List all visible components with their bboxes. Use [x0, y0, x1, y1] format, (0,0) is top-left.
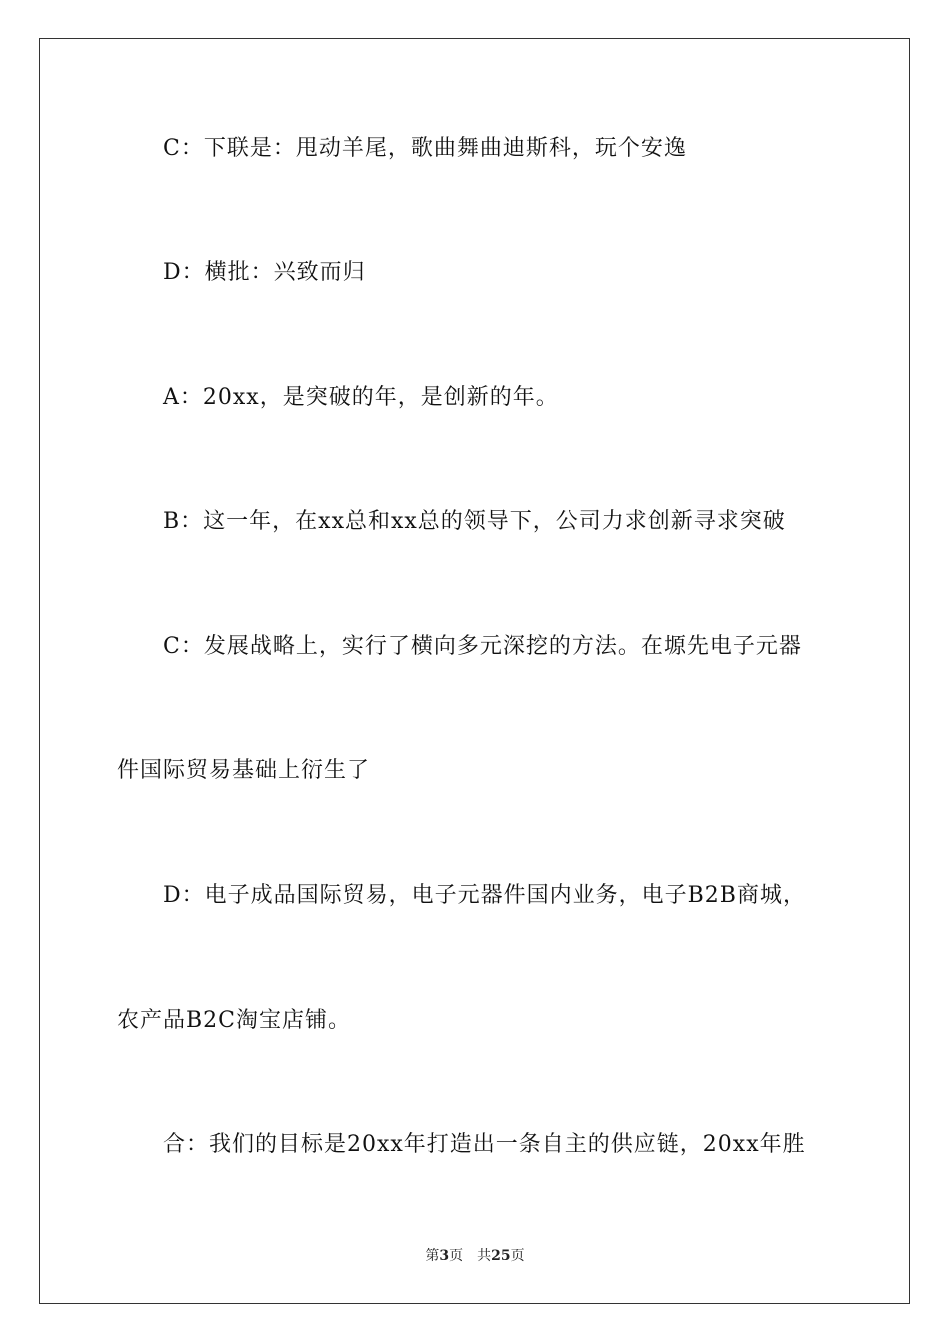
paragraph-6-continued: 农产品B2C淘宝店铺。: [117, 1008, 351, 1033]
total-prefix: 共: [477, 1248, 492, 1264]
page-border: [39, 38, 910, 1304]
paragraph-2: D：横批：兴致而归: [163, 260, 366, 285]
page-prefix: 第: [425, 1248, 440, 1264]
paragraph-5-continued: 件国际贸易基础上衍生了: [117, 758, 371, 783]
page-footer: [0, 1247, 950, 1265]
total-suffix: 页: [510, 1248, 525, 1264]
paragraph-3: A：20xx，是突破的年，是创新的年。: [163, 385, 559, 410]
page-suffix: 页: [449, 1248, 464, 1264]
paragraph-7: 合：我们的目标是20xx年打造出一条自主的供应链，20xx年胜: [163, 1132, 806, 1157]
paragraph-1: C：下联是：甩动羊尾，歌曲舞曲迪斯科，玩个安逸: [163, 136, 687, 161]
page-number: 3: [439, 1248, 450, 1264]
paragraph-5: C：发展战略上，实行了横向多元深挖的方法。在塬先电子元器: [163, 634, 802, 659]
paragraph-6: D：电子成品国际贸易，电子元器件国内业务，电子B2B商城，: [163, 883, 806, 908]
total-pages: 25: [491, 1248, 511, 1264]
paragraph-4: B：这一年，在xx总和xx总的领导下，公司力求创新寻求突破: [163, 509, 786, 534]
